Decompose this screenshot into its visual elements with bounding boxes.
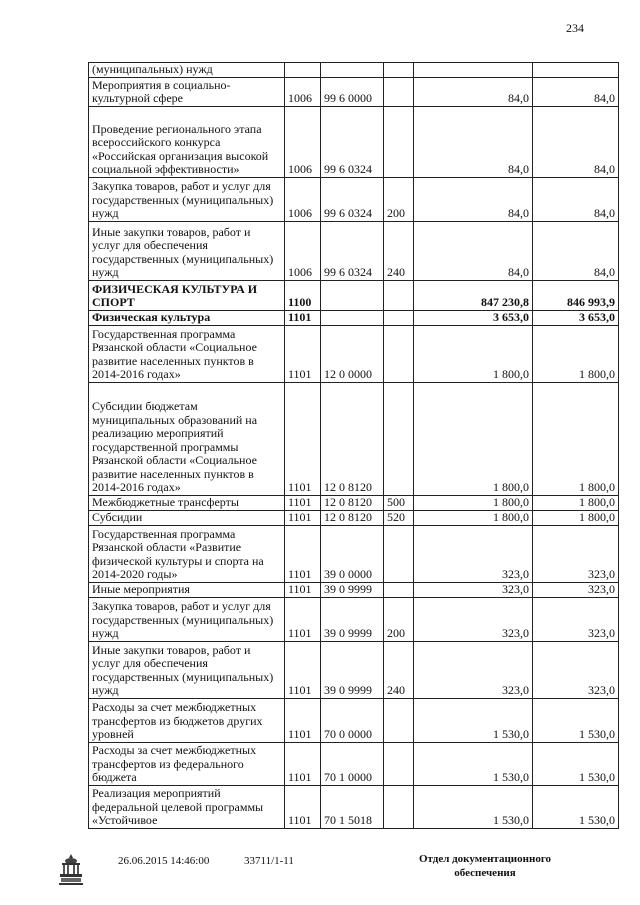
- row-section-cell: 1101: [285, 310, 321, 325]
- table-row: [89, 785, 619, 828]
- row-amount-total-cell: 323,0: [533, 597, 619, 641]
- row-expense-type-cell: 500: [384, 495, 414, 510]
- row-amount-2015-cell: 1 530,0: [414, 742, 533, 785]
- table-row: [89, 742, 619, 785]
- row-amount-2015-cell: 1 800,0: [414, 382, 533, 495]
- row-name-cell: Физическая культура: [89, 310, 285, 325]
- row-expense-type-cell: [384, 582, 414, 597]
- row-target-article-cell: 12 0 0000: [321, 325, 384, 382]
- row-target-article-cell: [321, 310, 384, 325]
- row-name-cell: Реализация мероприятий федеральной целевой программы «Устойчивое: [89, 785, 285, 828]
- row-section-cell: 1006: [285, 106, 321, 177]
- row-expense-type-cell: [384, 785, 414, 828]
- footer-department-line2: обеспечения: [454, 867, 516, 879]
- table-row: [89, 582, 619, 597]
- table-row: [89, 597, 619, 641]
- row-amount-total-cell: 323,0: [533, 641, 619, 698]
- row-section-cell: 1006: [285, 177, 321, 221]
- footer-document-code: 33711/1-11: [244, 855, 294, 867]
- row-section-cell: 1101: [285, 525, 321, 582]
- row-expense-type-cell: [384, 310, 414, 325]
- row-amount-total-cell: 1 800,0: [533, 510, 619, 525]
- row-amount-2015-cell: 84,0: [414, 221, 533, 280]
- row-name-cell: Межбюджетные трансферты: [89, 495, 285, 510]
- row-amount-2015-cell: 84,0: [414, 177, 533, 221]
- row-target-article-cell: 70 0 0000: [321, 698, 384, 742]
- row-expense-type-cell: 240: [384, 641, 414, 698]
- table-row: [89, 310, 619, 325]
- row-amount-total-cell: 1 530,0: [533, 742, 619, 785]
- row-section-cell: 1101: [285, 698, 321, 742]
- row-target-article-cell: [321, 280, 384, 310]
- row-target-article-cell: 12 0 8120: [321, 382, 384, 495]
- row-amount-2015-cell: 3 653,0: [414, 310, 533, 325]
- row-amount-total-cell: 1 800,0: [533, 495, 619, 510]
- row-expense-type-cell: [384, 382, 414, 495]
- footer-department-line1: Отдел документационного: [418, 853, 552, 865]
- row-amount-total-cell: 84,0: [533, 221, 619, 280]
- row-target-article-cell: 99 6 0324: [321, 177, 384, 221]
- row-amount-total-cell: 1 800,0: [533, 382, 619, 495]
- row-amount-2015-cell: 1 530,0: [414, 698, 533, 742]
- row-target-article-cell: 39 0 9999: [321, 641, 384, 698]
- row-section-cell: [285, 63, 321, 78]
- row-target-article-cell: 39 0 9999: [321, 582, 384, 597]
- row-expense-type-cell: [384, 106, 414, 177]
- row-target-article-cell: 70 1 0000: [321, 742, 384, 785]
- table-row: [89, 325, 619, 382]
- duma-building-seal-icon: [58, 852, 84, 886]
- row-amount-total-cell: 1 530,0: [533, 698, 619, 742]
- row-amount-total-cell: 1 530,0: [533, 785, 619, 828]
- row-expense-type-cell: 200: [384, 177, 414, 221]
- row-amount-2015-cell: 1 800,0: [414, 325, 533, 382]
- table-row: [89, 63, 619, 78]
- row-name-cell: Субсидии: [89, 510, 285, 525]
- row-amount-total-cell: 1 800,0: [533, 325, 619, 382]
- row-target-article-cell: 39 0 9999: [321, 597, 384, 641]
- page-number: 234: [566, 21, 584, 35]
- row-name-cell: (муниципальных) нужд: [89, 63, 285, 78]
- row-target-article-cell: 70 1 5018: [321, 785, 384, 828]
- row-amount-total-cell: 846 993,9: [533, 280, 619, 310]
- row-section-cell: 1006: [285, 77, 321, 106]
- row-name-cell: Иные мероприятия: [89, 582, 285, 597]
- row-expense-type-cell: [384, 77, 414, 106]
- row-amount-total-cell: 323,0: [533, 582, 619, 597]
- row-amount-2015-cell: 84,0: [414, 106, 533, 177]
- row-expense-type-cell: 240: [384, 221, 414, 280]
- row-amount-2015-cell: 847 230,8: [414, 280, 533, 310]
- budget-table-body: [89, 63, 619, 829]
- table-row: [89, 106, 619, 177]
- row-expense-type-cell: [384, 525, 414, 582]
- row-amount-2015-cell: 323,0: [414, 525, 533, 582]
- table-row: [89, 77, 619, 106]
- row-amount-total-cell: 84,0: [533, 106, 619, 177]
- row-target-article-cell: 12 0 8120: [321, 495, 384, 510]
- row-amount-2015-cell: 1 800,0: [414, 495, 533, 510]
- row-target-article-cell: 99 6 0324: [321, 106, 384, 177]
- row-name-cell: ФИЗИЧЕСКАЯ КУЛЬТУРА И СПОРТ: [89, 280, 285, 310]
- row-section-cell: 1101: [285, 641, 321, 698]
- row-amount-total-cell: 84,0: [533, 77, 619, 106]
- row-target-article-cell: [321, 63, 384, 78]
- row-section-cell: 1101: [285, 325, 321, 382]
- row-name-cell: Расходы за счет межбюджетных трансфертов из бюджетов других уровней: [89, 698, 285, 742]
- row-section-cell: 1101: [285, 510, 321, 525]
- row-section-cell: 1006: [285, 221, 321, 280]
- row-target-article-cell: 12 0 8120: [321, 510, 384, 525]
- table-row: [89, 177, 619, 221]
- table-row: [89, 382, 619, 495]
- table-row: [89, 641, 619, 698]
- row-name-cell: Государственная программа Рязанской области «Социальное развитие населенных пунктов в 2014-2016 годах»: [89, 325, 285, 382]
- row-amount-2015-cell: 323,0: [414, 597, 533, 641]
- row-name-cell: Закупка товаров, работ и услуг для государственных (муниципальных) нужд: [89, 597, 285, 641]
- row-expense-type-cell: [384, 325, 414, 382]
- row-amount-total-cell: 84,0: [533, 177, 619, 221]
- row-section-cell: 1101: [285, 582, 321, 597]
- row-amount-2015-cell: 84,0: [414, 77, 533, 106]
- row-section-cell: 1101: [285, 495, 321, 510]
- row-amount-2015-cell: [414, 63, 533, 78]
- footer-timestamp: 26.06.2015 14:46:00: [118, 855, 210, 867]
- row-name-cell: Расходы за счет межбюджетных трансфертов из федерального бюджета: [89, 742, 285, 785]
- row-amount-total-cell: 3 653,0: [533, 310, 619, 325]
- row-expense-type-cell: [384, 742, 414, 785]
- row-amount-2015-cell: 1 530,0: [414, 785, 533, 828]
- table-row: [89, 525, 619, 582]
- row-name-cell: Иные закупки товаров, работ и услуг для обеспечения государственных (муниципальных) нужд: [89, 641, 285, 698]
- row-section-cell: 1101: [285, 742, 321, 785]
- footer-department: [415, 852, 555, 880]
- row-amount-total-cell: [533, 63, 619, 78]
- row-name-cell: Проведение регионального этапа всероссийского конкурса «Российская организация высокой социальной эффективности»: [89, 106, 285, 177]
- table-row: [89, 221, 619, 280]
- row-name-cell: Иные закупки товаров, работ и услуг для обеспечения государственных (муниципальных) нужд: [89, 221, 285, 280]
- row-expense-type-cell: [384, 698, 414, 742]
- row-name-cell: Субсидии бюджетам муниципальных образований на реализацию мероприятий государственной программы Рязанской области «Социальное развитие населенных пунктов в 2014-2016 годах»: [89, 382, 285, 495]
- table-row: [89, 495, 619, 510]
- row-section-cell: 1100: [285, 280, 321, 310]
- row-target-article-cell: 99 6 0324: [321, 221, 384, 280]
- row-section-cell: 1101: [285, 382, 321, 495]
- row-expense-type-cell: [384, 63, 414, 78]
- row-name-cell: Государственная программа Рязанской области «Развитие физической культуры и спорта на 2014-2020 годы»: [89, 525, 285, 582]
- budget-table: [88, 62, 619, 829]
- table-row: [89, 510, 619, 525]
- row-expense-type-cell: 520: [384, 510, 414, 525]
- table-row: [89, 280, 619, 310]
- row-section-cell: 1101: [285, 597, 321, 641]
- row-expense-type-cell: [384, 280, 414, 310]
- row-amount-total-cell: 323,0: [533, 525, 619, 582]
- table-row: [89, 698, 619, 742]
- row-name-cell: Мероприятия в социально-культурной сфере: [89, 77, 285, 106]
- row-amount-2015-cell: 323,0: [414, 582, 533, 597]
- row-target-article-cell: 99 6 0000: [321, 77, 384, 106]
- row-amount-2015-cell: 1 800,0: [414, 510, 533, 525]
- row-amount-2015-cell: 323,0: [414, 641, 533, 698]
- row-expense-type-cell: 200: [384, 597, 414, 641]
- row-section-cell: 1101: [285, 785, 321, 828]
- row-target-article-cell: 39 0 0000: [321, 525, 384, 582]
- row-name-cell: Закупка товаров, работ и услуг для государственных (муниципальных) нужд: [89, 177, 285, 221]
